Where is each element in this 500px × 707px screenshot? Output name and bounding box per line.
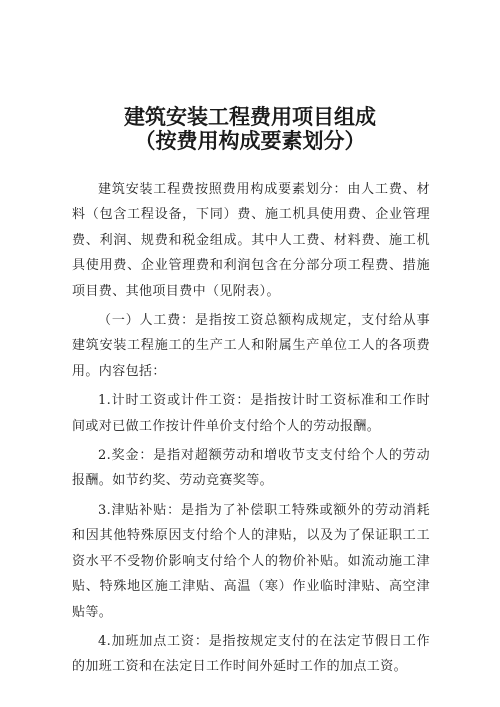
document-subtitle: （按费用构成要素划分）: [134, 129, 366, 153]
paragraph-item-2: 2.奖金：是指对超额劳动和增收节支支付给个人的劳动报酬。如节约奖、劳动竞赛奖等。: [72, 448, 430, 489]
paragraph-item-1: 1.计时工资或计件工资：是指按计时工资标准和工作时间或对已做工作按计件单价支付给个人的劳动报酬。: [72, 393, 430, 434]
paragraph-item-3: 3.津贴补贴：是指为了补偿职工特殊或额外的劳动消耗和因其他特殊原因支付给个人的津贴，以及为了保证职工工资水平不受物价影响支付给个人的物价补贴。如流动施工津贴、特殊地区施工津贴、高温（寒）作业临时津贴、高空津贴等。: [72, 502, 430, 620]
paragraph-intro: 建筑安装工程费按照费用构成要素划分：由人工费、材料（包含工程设备，下同）费、施工机具使用费、企业管理费、利润、规费和税金组成。其中人工费、材料费、施工机具使用费、企业管理费和利润包含在分部分项工程费、措施项目费、其他项目费中（见附表）。: [72, 182, 430, 299]
document-body: [72, 177, 430, 684]
paragraph-labor-cost: （一）人工费：是指按工资总额构成规定，支付给从事建筑安装工程施工的生产工人和附属生产单位工人的各项费用。内容包括：: [72, 313, 430, 379]
paragraph-item-4: 4.加班加点工资：是指按规定支付的在法定节假日工作的加班工资和在法定日工作时间外延时工作的加点工资。: [72, 633, 430, 675]
document-title: 建筑安装工程费用项目组成: [124, 105, 376, 129]
